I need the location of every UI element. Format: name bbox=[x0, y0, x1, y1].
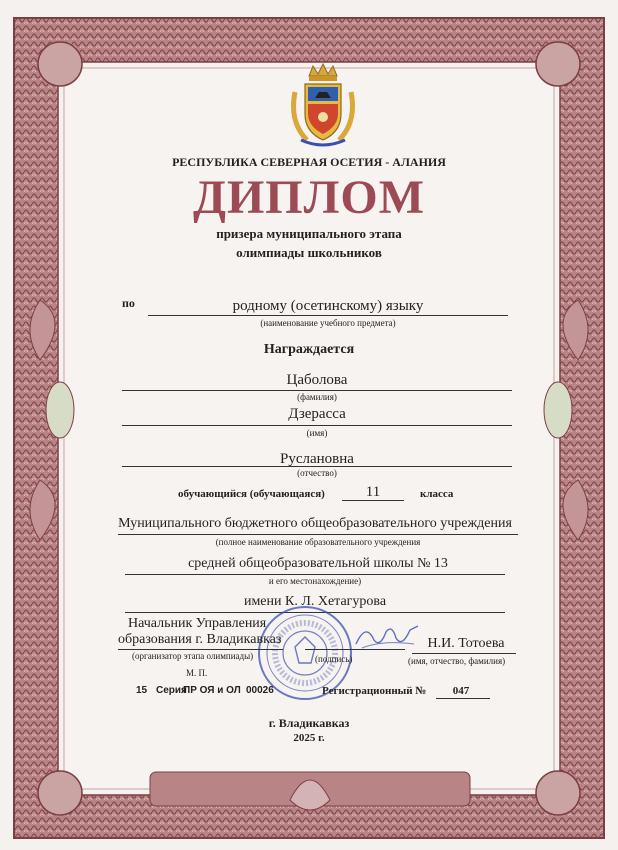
coat-of-arms-icon bbox=[287, 62, 359, 148]
subject-value: родному (осетинскому) языку bbox=[232, 298, 424, 314]
signer-caption: (имя, отчество, фамилия) bbox=[408, 656, 506, 666]
organizer-caption: (организатор этапа олимпиады) bbox=[132, 651, 254, 661]
school-underline-2 bbox=[125, 574, 505, 575]
series-number: 00026 bbox=[246, 685, 274, 696]
series-label: Серия bbox=[156, 685, 187, 696]
patronymic-value: Руслановна bbox=[280, 451, 354, 467]
surname-underline bbox=[122, 390, 512, 391]
diploma-subtitle-2: олимпиады школьников bbox=[236, 245, 382, 260]
diploma-title: ДИПЛОМ bbox=[192, 171, 426, 224]
registration-number: 047 bbox=[452, 685, 470, 697]
sign-caption: (подпись) bbox=[315, 654, 353, 664]
surname-value: Цаболова bbox=[286, 372, 348, 388]
signer-underline bbox=[412, 653, 516, 654]
class-underline bbox=[342, 500, 404, 501]
organizer-underline bbox=[118, 649, 283, 650]
organizer-line-2: образования г. Владикавказ bbox=[118, 632, 282, 647]
subject-caption: (наименование учебного предмета) bbox=[260, 318, 396, 328]
republic-title: РЕСПУБЛИКА СЕВЕРНАЯ ОСЕТИЯ - АЛАНИЯ bbox=[172, 155, 446, 169]
class-prefix: обучающийся (обучающаяся) bbox=[178, 488, 325, 500]
surname-caption: (фамилия) bbox=[297, 392, 337, 402]
school-caption-1: (полное наименование образовательного учреждения bbox=[215, 537, 421, 547]
patronymic-caption: (отчество) bbox=[297, 468, 337, 478]
registration-label: Регистрационный № bbox=[322, 685, 427, 697]
series-number-prefix: 15 bbox=[136, 685, 148, 696]
name-value: Дзерасса bbox=[288, 406, 346, 422]
subject-underline bbox=[148, 315, 508, 316]
name-underline bbox=[122, 425, 512, 426]
diploma-subtitle-1: призера муниципального этапа bbox=[216, 226, 402, 241]
patronymic-underline bbox=[122, 466, 512, 467]
class-suffix: класса bbox=[420, 488, 454, 500]
stamp-place-label: М. П. bbox=[186, 668, 208, 678]
signer-name: Н.И. Тотоева bbox=[427, 636, 505, 651]
school-line-3: имени К. Л. Хетагурова bbox=[243, 594, 387, 609]
school-line-1: Муниципального бюджетного общеобразовательного учреждения bbox=[118, 516, 512, 531]
series-value: ПР ОЯ и ОЛ bbox=[183, 685, 241, 696]
name-caption: (имя) bbox=[306, 428, 328, 438]
class-value: 11 bbox=[365, 484, 381, 500]
registration-underline bbox=[436, 698, 490, 699]
school-line-2: средней общеобразовательной школы № 13 bbox=[188, 556, 448, 571]
subject-prefix: по bbox=[122, 296, 135, 310]
awarded-label: Награждается bbox=[263, 342, 355, 357]
sign-underline bbox=[305, 649, 405, 650]
footer-city: г. Владикавказ bbox=[268, 716, 350, 730]
school-underline-1 bbox=[118, 534, 518, 535]
footer-year: 2025 г. bbox=[293, 732, 325, 744]
organizer-line-1: Начальник Управления bbox=[128, 616, 267, 631]
school-caption-2: и его местонахождение) bbox=[268, 576, 362, 586]
